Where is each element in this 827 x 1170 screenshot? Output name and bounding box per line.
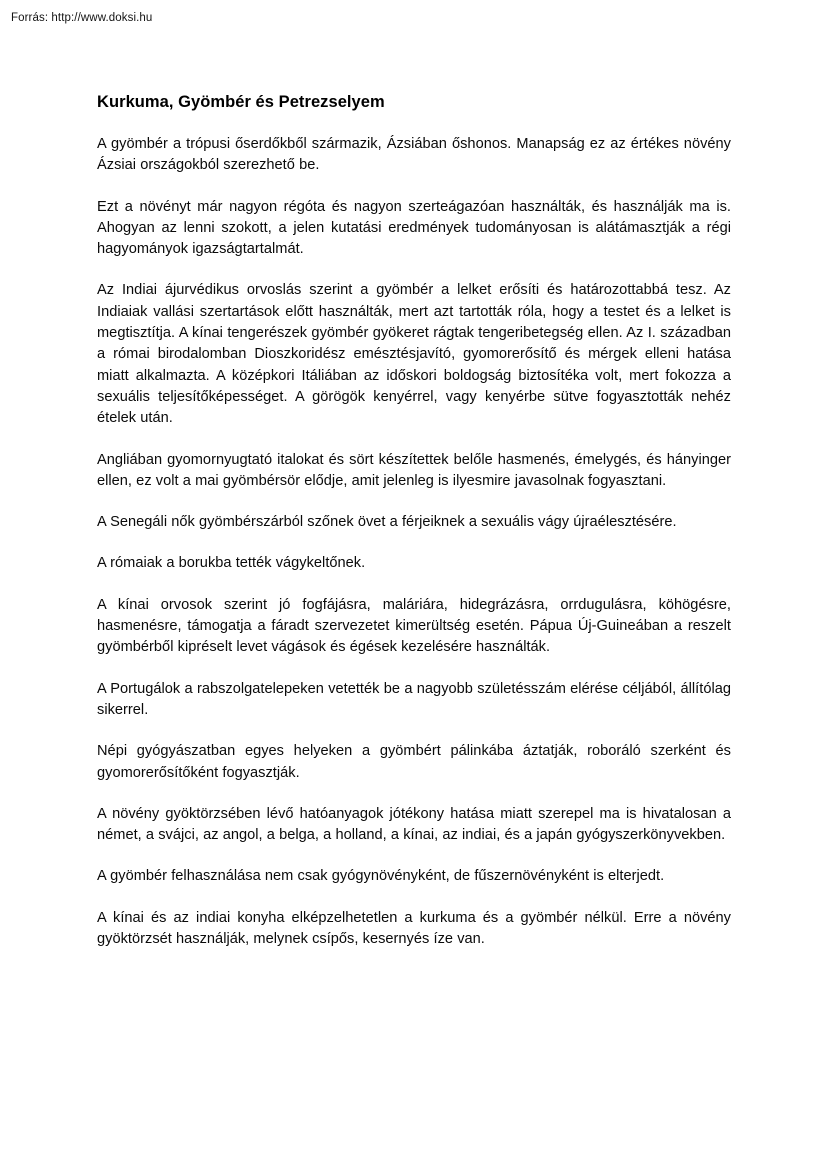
paragraph: A kínai orvosok szerint jó fogfájásra, maláriára, hidegrázásra, orrdugulásra, köhögésre, hasmenésre, támogatja a fáradt szervezetet kimerültség esetén. Pápua Új-Guineában a reszelt gyömbérből kipréselt levet vágások és égések kezelésére használták. <box>97 596 731 656</box>
source-url-header: Forrás: http://www.doksi.hu <box>11 12 153 24</box>
paragraph: A Senegáli nők gyömbérszárból szőnek övet a férjeiknek a sexuális vágy újraélesztésére. <box>97 514 677 531</box>
paragraph: Ezt a növényt már nagyon régóta és nagyon szerteágazóan használták, és használják ma is. Ahogyan az lenni szokott, a jelen kutatási eredmények tudományosan is alátámasztják a régi hagyományok igazságtartalmát. <box>97 198 731 258</box>
paragraph: Az Indiai ájurvédikus orvoslás szerint a gyömbér a lelket erősíti és határozottabbá tesz. Az Indiaiak vallási szertartások előtt használták, mert azt tartották róla, hogy a testet és a lelket is megtisztítja. A kínai tengerészek gyömbér gyökeret rágtak tengeribetegség ellen. Az I. században a római birodalomban Dioszkoridész emésztésjavító, gyomorerősítő és mérgek elleni hatása miatt alkalmazta. A középkori Itáliában az időskori boldogság biztosítéka volt, mert fokozza a sexuális teljesítőképességet. A görögök kenyérrel, vagy kenyérbe sütve fogyasztották nehéz ételek után. <box>97 282 731 427</box>
paragraph: Angliában gyomornyugtató italokat és sört készítettek belőle hasmenés, émelygés, és hányinger ellen, ez volt a mai gyömbérsör elődje, amit jelenleg is ilyesmire javasolnak fogyasztani. <box>97 451 731 489</box>
paragraph: A növény gyöktörzsében lévő hatóanyagok jótékony hatása miatt szerepel ma is hivatalosan a német, a svájci, az angol, a belga, a holland, a kínai, az indiai, és a japán gyógyszerkönyvekben. <box>97 805 731 844</box>
paragraph: A rómaiak a borukba tették vágykeltőnek. <box>97 555 366 572</box>
document-body <box>97 92 731 950</box>
paragraph: A gyömbér felhasználása nem csak gyógynövényként, de fűszernövényként is elterjedt. <box>97 868 665 885</box>
paragraph: A Portugálok a rabszolgatelepeken vetették be a nagyobb születésszám elérése céljából, állítólag sikerrel. <box>97 680 731 718</box>
paragraph: Népi gyógyászatban egyes helyeken a gyömbért pálinkába áztatják, roboráló szerként és gyomorerősítőként fogyasztják. <box>97 743 731 781</box>
paragraph: A gyömbér a trópusi őserdőkből származik, Ázsiában őshonos. Manapság ez az értékes növény Ázsiai országokból szerezhető be. <box>97 136 731 174</box>
paragraph: A kínai és az indiai konyha elképzelhetetlen a kurkuma és a gyömbér nélkül. Erre a növény gyöktörzsét használják, melynek csípős, kesernyés íze van. <box>97 909 731 948</box>
page-title: Kurkuma, Gyömbér és Petrezselyem <box>97 93 385 111</box>
